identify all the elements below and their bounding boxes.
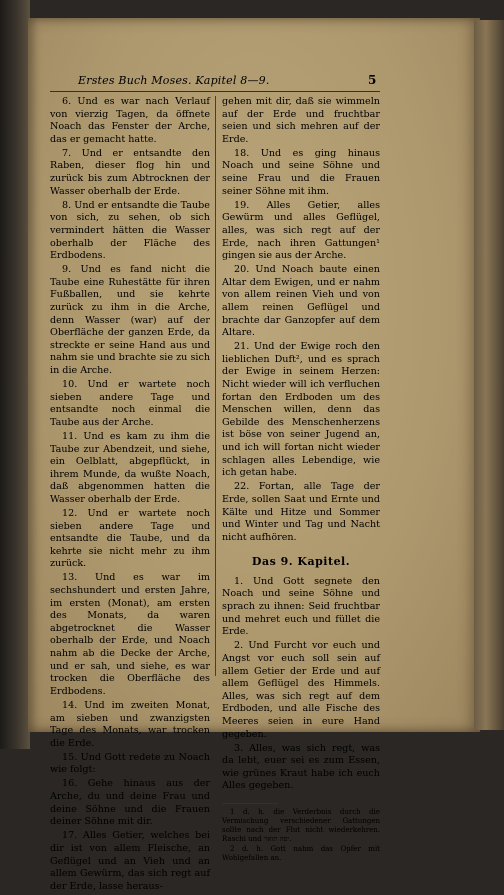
verse: 17. Alles Getier, welches bei dir ist von allem Fleische, an Geflügel und an Vieh und an allem Gewürm, das sich regt auf der Erde, lasse heraus- [50,830,210,892]
verse: 22. Fortan, alle Tage der Erde, sollen Saat und Ernte und Kälte und Hitze und Sommer und Winter und Tag und Nacht nicht aufhören. [222,481,380,543]
verse: 13. Und es war im sechshundert und ersten Jahre, im ersten (Monat), am ersten des Monats, da waren abgetrocknet die Wasser oberhalb der Erde, und Noach nahm ab die Decke der Arche, und er sah, und siehe, es war trocken die Oberfläche des Erdbodens. [50,572,210,697]
footnotes [222,808,380,863]
page-edges [474,20,504,730]
verse: 21. Und der Ewige roch den lieblichen Duft², und es sprach der Ewige in seinem Herzen: Nicht wieder will ich verfluchen fortan den Erdboden um des Menschen willen, denn das Gebilde des Menschenherzens ist böse von seiner Jugend an, und ich will fortan nicht wieder schlagen alles Lebendige, wie ich getan habe. [222,341,380,479]
header-rule [50,91,380,92]
verse: 2. Und Furcht vor euch und Angst vor euch soll sein auf allem Getier der Erde und auf allem Geflügel des Himmels. Alles, was sich regt auf dem Erdboden, und alle Fische des Meeres seien in eure Hand gegeben. [222,640,380,740]
verse: 19. Alles Getier, alles Gewürm und alles Geflügel, alles, was sich regt auf der Erde, nach ihren Gattungen¹ gingen sie aus der Arche. [222,199,380,262]
page-number: 5 [368,73,377,87]
verse: 3. Alles, was sich regt, was da lebt, euer sei es zum Essen, wie grünes Kraut habe ich euch Alles gegeben. [222,742,380,792]
running-title: Erstes Buch Moses. Kapitel 8—9. [78,74,270,87]
verse: 16. Gehe hinaus aus der Arche, du und deine Frau und deine Söhne und die Frauen deiner Söhne mit dir. [50,778,210,828]
verse: 10. Und er wartete noch sieben andere Tage und entsandte noch einmal die Taube aus der Arche. [50,379,210,428]
right-column [222,96,380,864]
verse: 1. Und Gott segnete den Noach und seine Söhne und sprach zu ihnen: Seid fruchtbar und mehret euch und füllet die Erde. [222,575,380,638]
left-column [50,96,210,895]
footnote: 2 d. h. Gott nahm das Opfer mit Wohlgefallen an. [222,844,380,862]
verse: 20. Und Noach baute einen Altar dem Ewigen, und er nahm von allem reinen Vieh und von allem reinen Geflügel und brachte dar Ganzopfer auf dem Altare. [222,264,380,339]
footnote: 1 d. h. die Verderbnis durch die Vermischung verschiedener Gattungen sollte nach der Flut nicht wiederkehren. Raschi und יפה תואר. [222,807,380,843]
verse: gehen mit dir, daß sie wimmeln auf der Erde und fruchtbar seien und sich mehren auf der Erde. [222,96,380,145]
verse: 12. Und er wartete noch sieben andere Tage und entsandte die Taube, und da kehrte sie nicht mehr zu ihm zurück. [50,508,210,570]
verse: 7. Und er entsandte den Raben, dieser flog hin und zurück bis zum Abtrocknen der Wasser oberhalb der Erde. [50,147,210,197]
verse: 6. Und es war nach Verlauf von vierzig Tagen, da öffnete Noach das Fenster der Arche, das er gemacht hatte. [50,96,210,145]
verse: 9. Und es fand nicht die Taube eine Ruhestätte für ihren Fußballen, und sie kehrte zurück zu ihm in die Arche, denn Wasser (war) auf der Oberfläche der ganzen Erde, da streckte er seine Hand aus und nahm sie und brachte sie zu sich in die Arche. [50,264,210,376]
book-spine [0,0,30,749]
verse: 15. Und Gott redete zu Noach wie folgt: [50,751,210,776]
column-divider [215,96,216,676]
chapter-heading: Das 9. Kapitel. [251,555,351,569]
footnote-rule [222,803,278,804]
verse: 11. Und es kam zu ihm die Taube zur Abendzeit, und siehe, ein Oelblatt, abgepflückt, in ihrem Munde, da wußte Noach, daß abgenommen hatten die Wasser oberhalb der Erde. [50,430,210,505]
verse: 18. Und es ging hinaus Noach und seine Söhne und seine Frau und die Frauen seiner Söhne mit ihm. [222,147,380,197]
verse: 8. Und er entsandte die Taube von sich, zu sehen, ob sich vermindert hätten die Wasser oberhalb der Fläche des Erdbodens. [50,199,210,262]
verse: 14. Und im zweiten Monat, am sieben und zwanzigsten Tage des Monats, war trocken die Erde. [50,699,210,749]
